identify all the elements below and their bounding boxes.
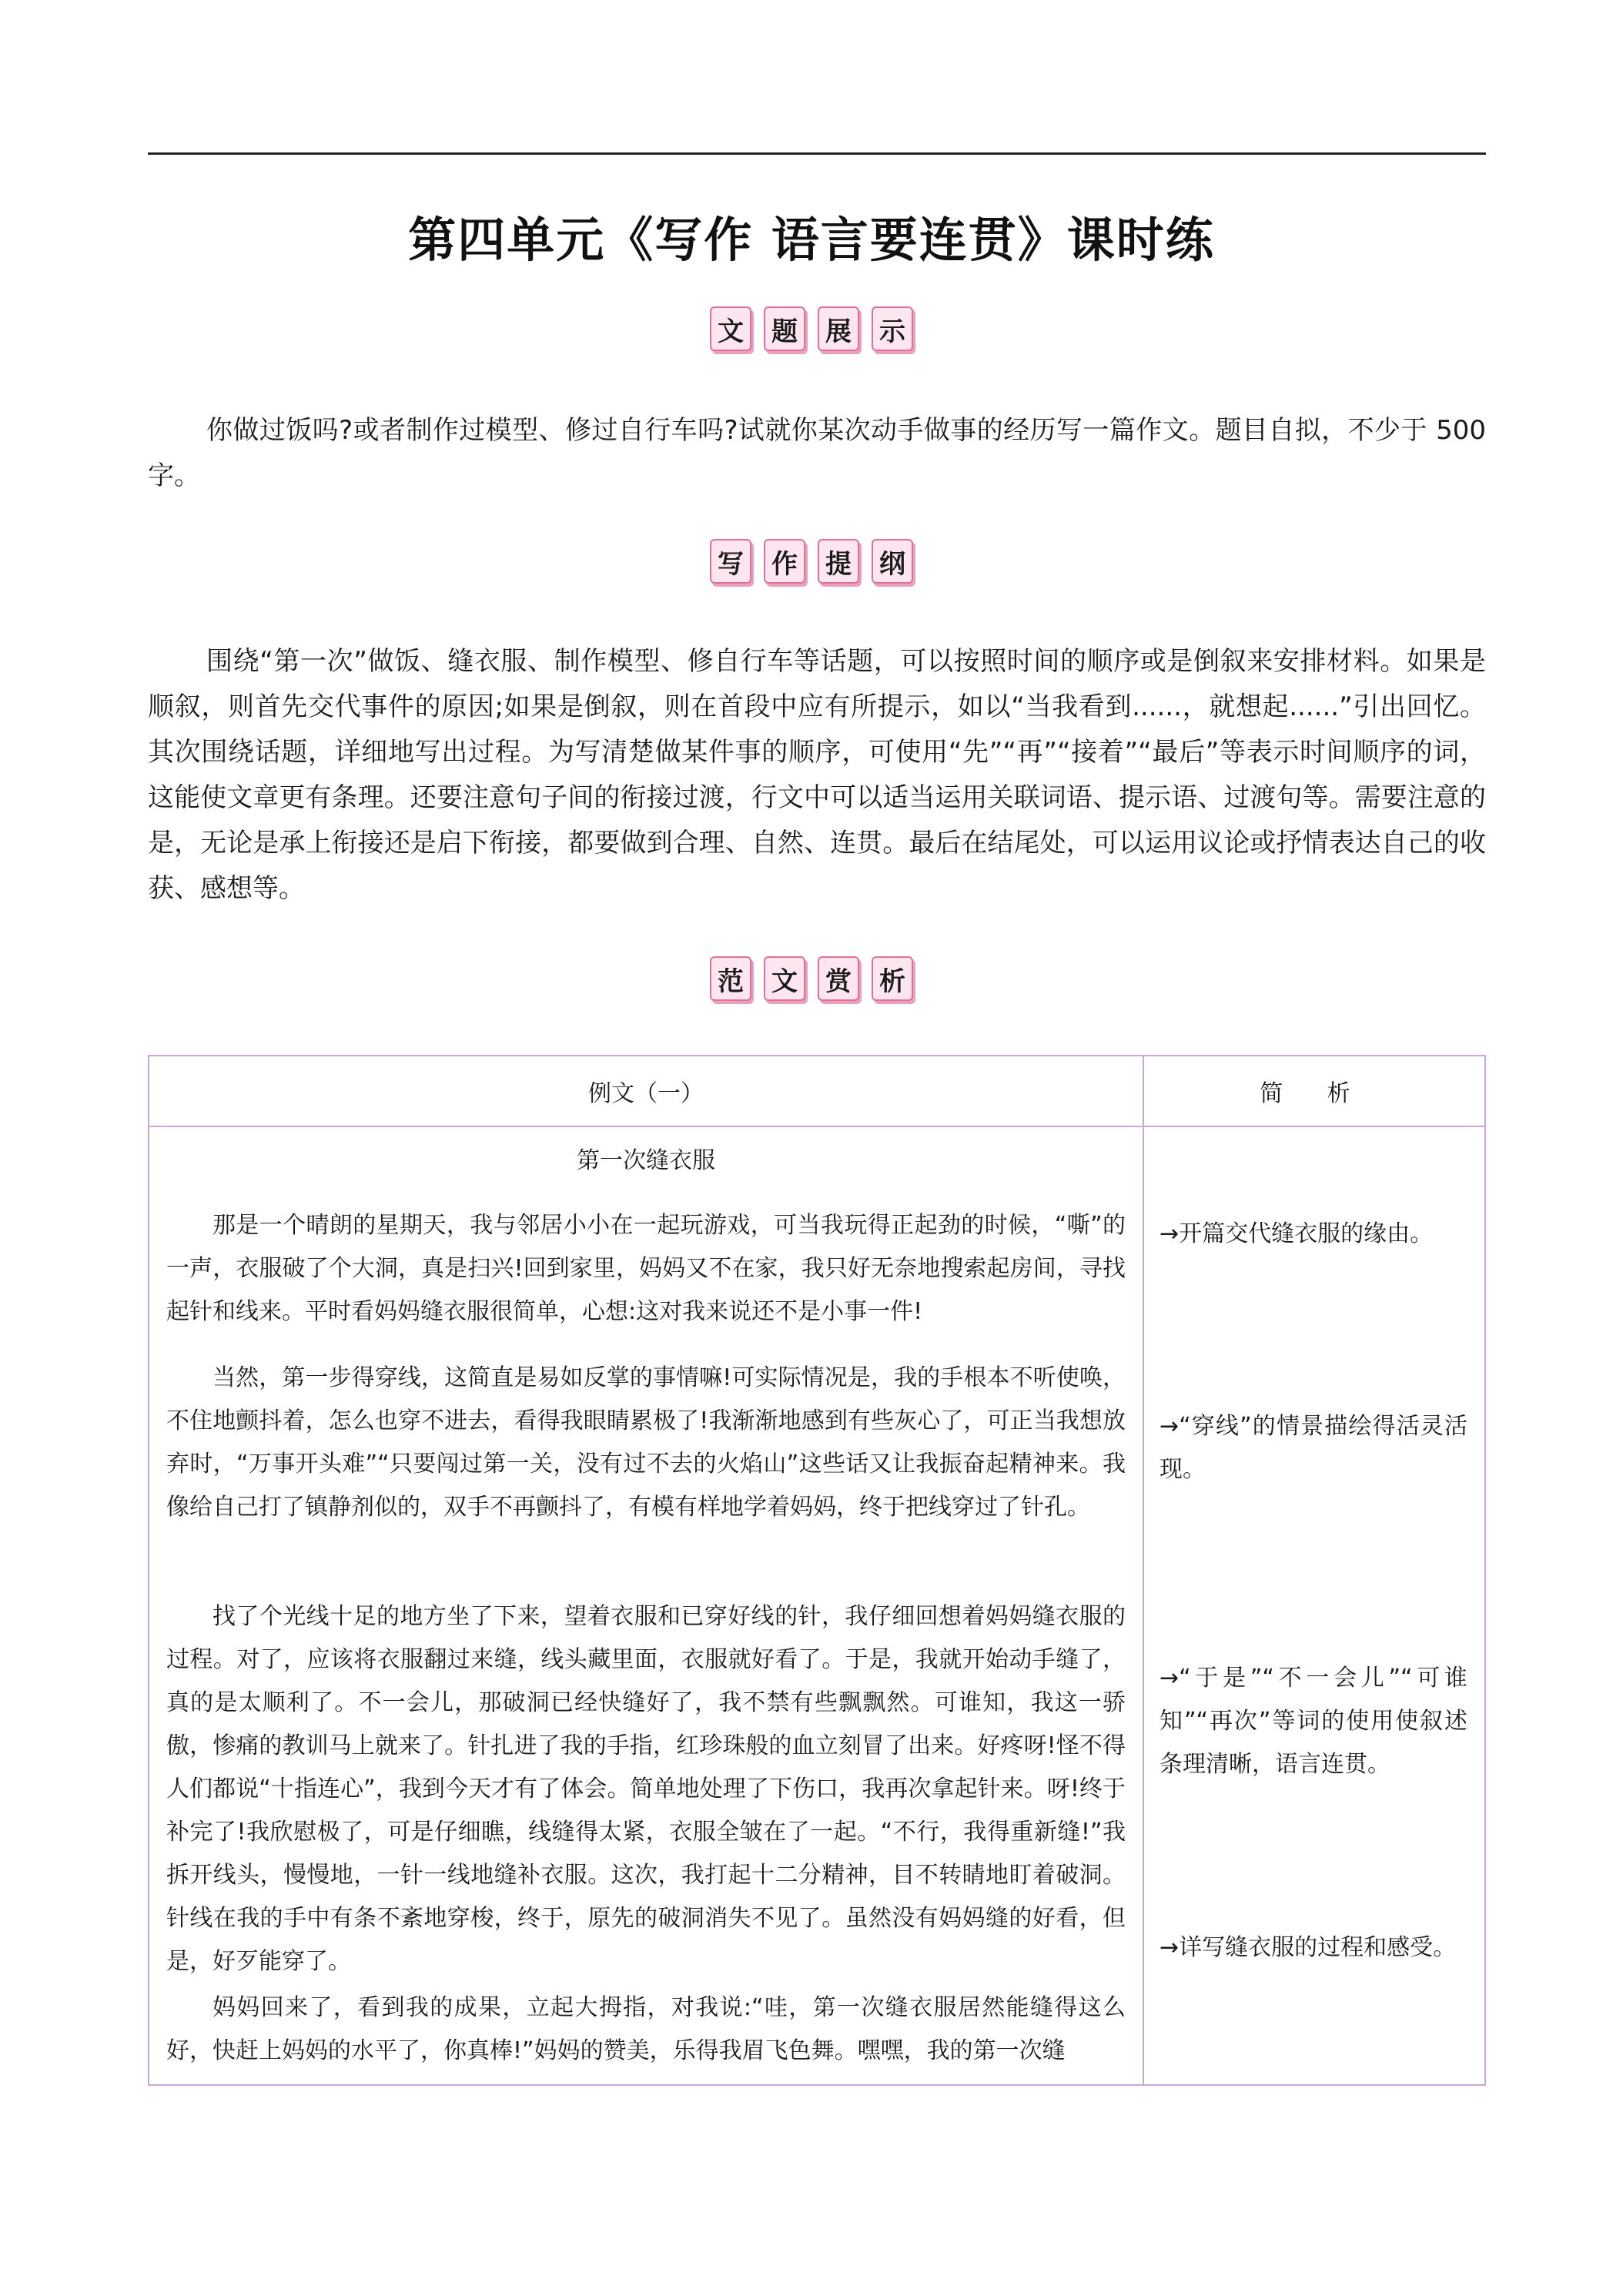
- header-essay: 例文（一）: [588, 1080, 704, 1107]
- heading-char: 文: [710, 306, 751, 351]
- analysis-note: →详写缝衣服的过程和感受。: [1160, 1934, 1457, 1961]
- heading-char: 写: [710, 539, 751, 584]
- header-analysis: 简 析: [1260, 1080, 1369, 1107]
- heading-char: 题: [764, 306, 805, 351]
- section-heading-sample: [0, 956, 1623, 1001]
- heading-char: 文: [764, 956, 805, 1001]
- heading-char: 析: [872, 956, 913, 1001]
- column-divider: [1143, 1056, 1144, 2084]
- heading-char: 范: [710, 956, 751, 1001]
- heading-char: 纲: [872, 539, 913, 584]
- heading-char: 提: [818, 539, 859, 584]
- essay-title: 第一次缝衣服: [577, 1147, 715, 1174]
- section-heading-prompt: [0, 306, 1623, 351]
- heading-char: 展: [818, 306, 859, 351]
- analysis-note: →开篇交代缝衣服的缘由。: [1160, 1220, 1434, 1247]
- outline-paragraph: 围绕“第一次”做饭、缝衣服、制作模型、修自行车等话题，可以按照时间的顺序或是倒叙来安排材料。如果是顺叙，则首先交代事件的原因;如果是倒叙，则在首段中应有所提示，如以“当我看到......，就想起......”引出回忆。其次围绕话题，详细地写出过程。为写清楚做某件事的顺序，可使用“先”“再”“接着”“最后”等表示时间顺序的词，这能使文章更有条理。还要注意句子间的衔接过渡，行文中可以适当运用关联词语、提示语、过渡句等。需要注意的是，无论是承上衔接还是启下衔接，都要做到合理、自然、连贯。最后在结尾处，可以运用议论或抒情表达自己的收获、感想等。: [148, 646, 1486, 904]
- header-divider: [149, 1126, 1484, 1127]
- heading-char: 赏: [818, 956, 859, 1001]
- analysis-note: →“穿线”的情景描绘得活灵活现。: [1160, 1413, 1467, 1483]
- top-rule: [148, 152, 1486, 155]
- analysis-note: →“于是”“不一会儿”“可谁知”“再次”等词的使用使叙述条理清晰，语言连贯。: [1160, 1665, 1467, 1778]
- prompt-paragraph: 你做过饭吗?或者制作过模型、修过自行车吗?试就你某次动手做事的经历写一篇作文。题目自拟，不少于 500 字。: [148, 415, 1486, 491]
- heading-char: 作: [764, 539, 805, 584]
- essay-paragraph: 妈妈回来了，看到我的成果，立起大拇指，对我说:“哇，第一次缝衣服居然能缝得这么好，快赶上妈妈的水平了，你真棒!”妈妈的赞美，乐得我眉飞色舞。嘿嘿，我的第一次缝: [166, 1994, 1126, 2064]
- essay-paragraph: 找了个光线十足的地方坐了下来，望着衣服和已穿好线的针，我仔细回想着妈妈缝衣服的过程。对了，应该将衣服翻过来缝，线头藏里面，衣服就好看了。于是，我就开始动手缝了，真的是太顺利了。不一会儿，那破洞已经快缝好了，我不禁有些飘飘然。可谁知，我这一骄傲，惨痛的教训马上就来了。针扎进了我的手指，红珍珠般的血立刻冒了出来。好疼呀!怪不得人们都说“十指连心”，我到今天才有了体会。简单地处理了下伤口，我再次拿起针来。呀!终于补完了!我欣慰极了，可是仔细瞧，线缝得太紧，衣服全皱在了一起。“不行，我得重新缝!”我拆开线头，慢慢地，一针一线地缝补衣服。这次，我打起十二分精神，目不转睛地盯着破洞。针线在我的手中有条不紊地穿梭，终于，原先的破洞消失不见了。虽然没有妈妈缝的好看，但是，好歹能穿了。: [166, 1603, 1126, 1975]
- sample-essay-table: [148, 1055, 1486, 2086]
- essay-paragraph: 那是一个晴朗的星期天，我与邻居小小在一起玩游戏，可当我玩得正起劲的时候，“嘶”的一声，衣服破了个大洞，真是扫兴!回到家里，妈妈又不在家，我只好无奈地搜索起房间，寻找起针和线来。平时看妈妈缝衣服很简单，心想:这对我来说还不是小事一件!: [166, 1212, 1126, 1325]
- essay-paragraph: 当然，第一步得穿线，这简直是易如反掌的事情嘛!可实际情况是，我的手根本不听使唤，不住地颤抖着，怎么也穿不进去，看得我眼睛累极了!我渐渐地感到有些灰心了，可正当我想放弃时，“万事开头难”“只要闯过第一关，没有过不去的火焰山”这些话又让我振奋起精神来。我像给自己打了镇静剂似的，双手不再颤抖了，有模有样地学着妈妈，终于把线穿过了针孔。: [166, 1364, 1126, 1521]
- heading-char: 示: [872, 306, 913, 351]
- section-heading-outline: [0, 539, 1623, 584]
- page-title: 第四单元《写作 语言要连贯》课时练: [408, 212, 1215, 268]
